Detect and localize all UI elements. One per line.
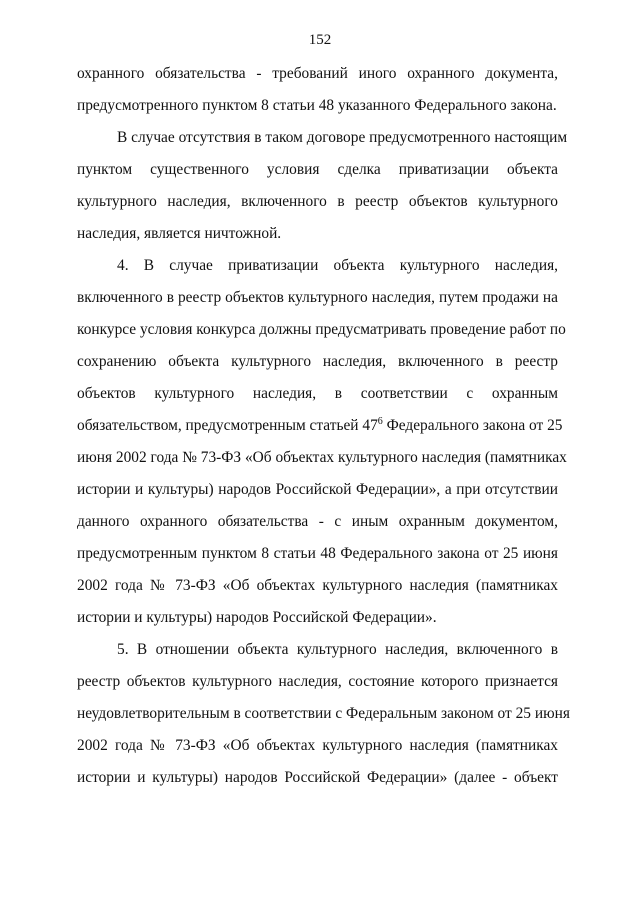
page-number: 152	[308, 32, 332, 48]
text-line-14: истории и культуры) народов Российской Федерации», а при отсутствии	[77, 481, 558, 498]
text-line-21: неудовлетворительным в соответствии с Федеральным законом от 25 июня	[77, 705, 570, 722]
text-line-18: истории и культуры) народов Российской Федерации».	[77, 609, 437, 626]
text-line-1: охранного обязательства - требований иного охранного документа,	[77, 65, 558, 82]
text-line-5: культурного наследия, включенного в реестр объектов культурного	[77, 193, 558, 210]
text-line-15: данного охранного обязательства - с иным охранным документом,	[77, 513, 558, 530]
text-line-17: 2002 года № 73-ФЗ «Об объектах культурного наследия (памятниках	[77, 577, 558, 594]
text-line-9: конкурсе условия конкурса должны предусматривать проведение работ по	[77, 321, 566, 338]
text-line-3: В случае отсутствия в таком договоре предусмотренного настоящим	[117, 129, 568, 146]
text-line-23: истории и культуры) народов Российской Федерации» (далее - объект	[77, 769, 558, 786]
text-line-12-part-1: обязательством, предусмотренным статьей 47	[77, 417, 378, 434]
text-line-16: предусмотренным пунктом 8 статьи 48 Федерального закона от 25 июня	[77, 545, 558, 562]
text-line-20: реестр объектов культурного наследия, состояние которого признается	[77, 673, 558, 690]
text-line-11: объектов культурного наследия, в соответствии с охранным	[77, 385, 558, 402]
superscript-article-number: 6	[377, 416, 383, 427]
text-line-10: сохранению объекта культурного наследия, включенного в реестр	[77, 353, 558, 370]
text-line-12	[77, 416, 563, 435]
text-line-2: предусмотренного пунктом 8 статьи 48 указанного Федерального закона.	[77, 97, 557, 114]
text-line-19: 5. В отношении объекта культурного наследия, включенного в	[117, 641, 558, 658]
text-line-12-part-2: Федерального закона от 25	[382, 417, 563, 434]
text-line-4: пунктом существенного условия сделка приватизации объекта	[77, 161, 558, 178]
text-line-13: июня 2002 года № 73-ФЗ «Об объектах культурного наследия (памятниках	[77, 449, 567, 466]
text-line-6: наследия, является ничтожной.	[77, 225, 282, 242]
text-line-22: 2002 года № 73-ФЗ «Об объектах культурного наследия (памятниках	[77, 737, 558, 754]
text-line-7: 4. В случае приватизации объекта культурного наследия,	[117, 257, 558, 274]
text-line-8: включенного в реестр объектов культурного наследия, путем продажи на	[77, 289, 558, 306]
